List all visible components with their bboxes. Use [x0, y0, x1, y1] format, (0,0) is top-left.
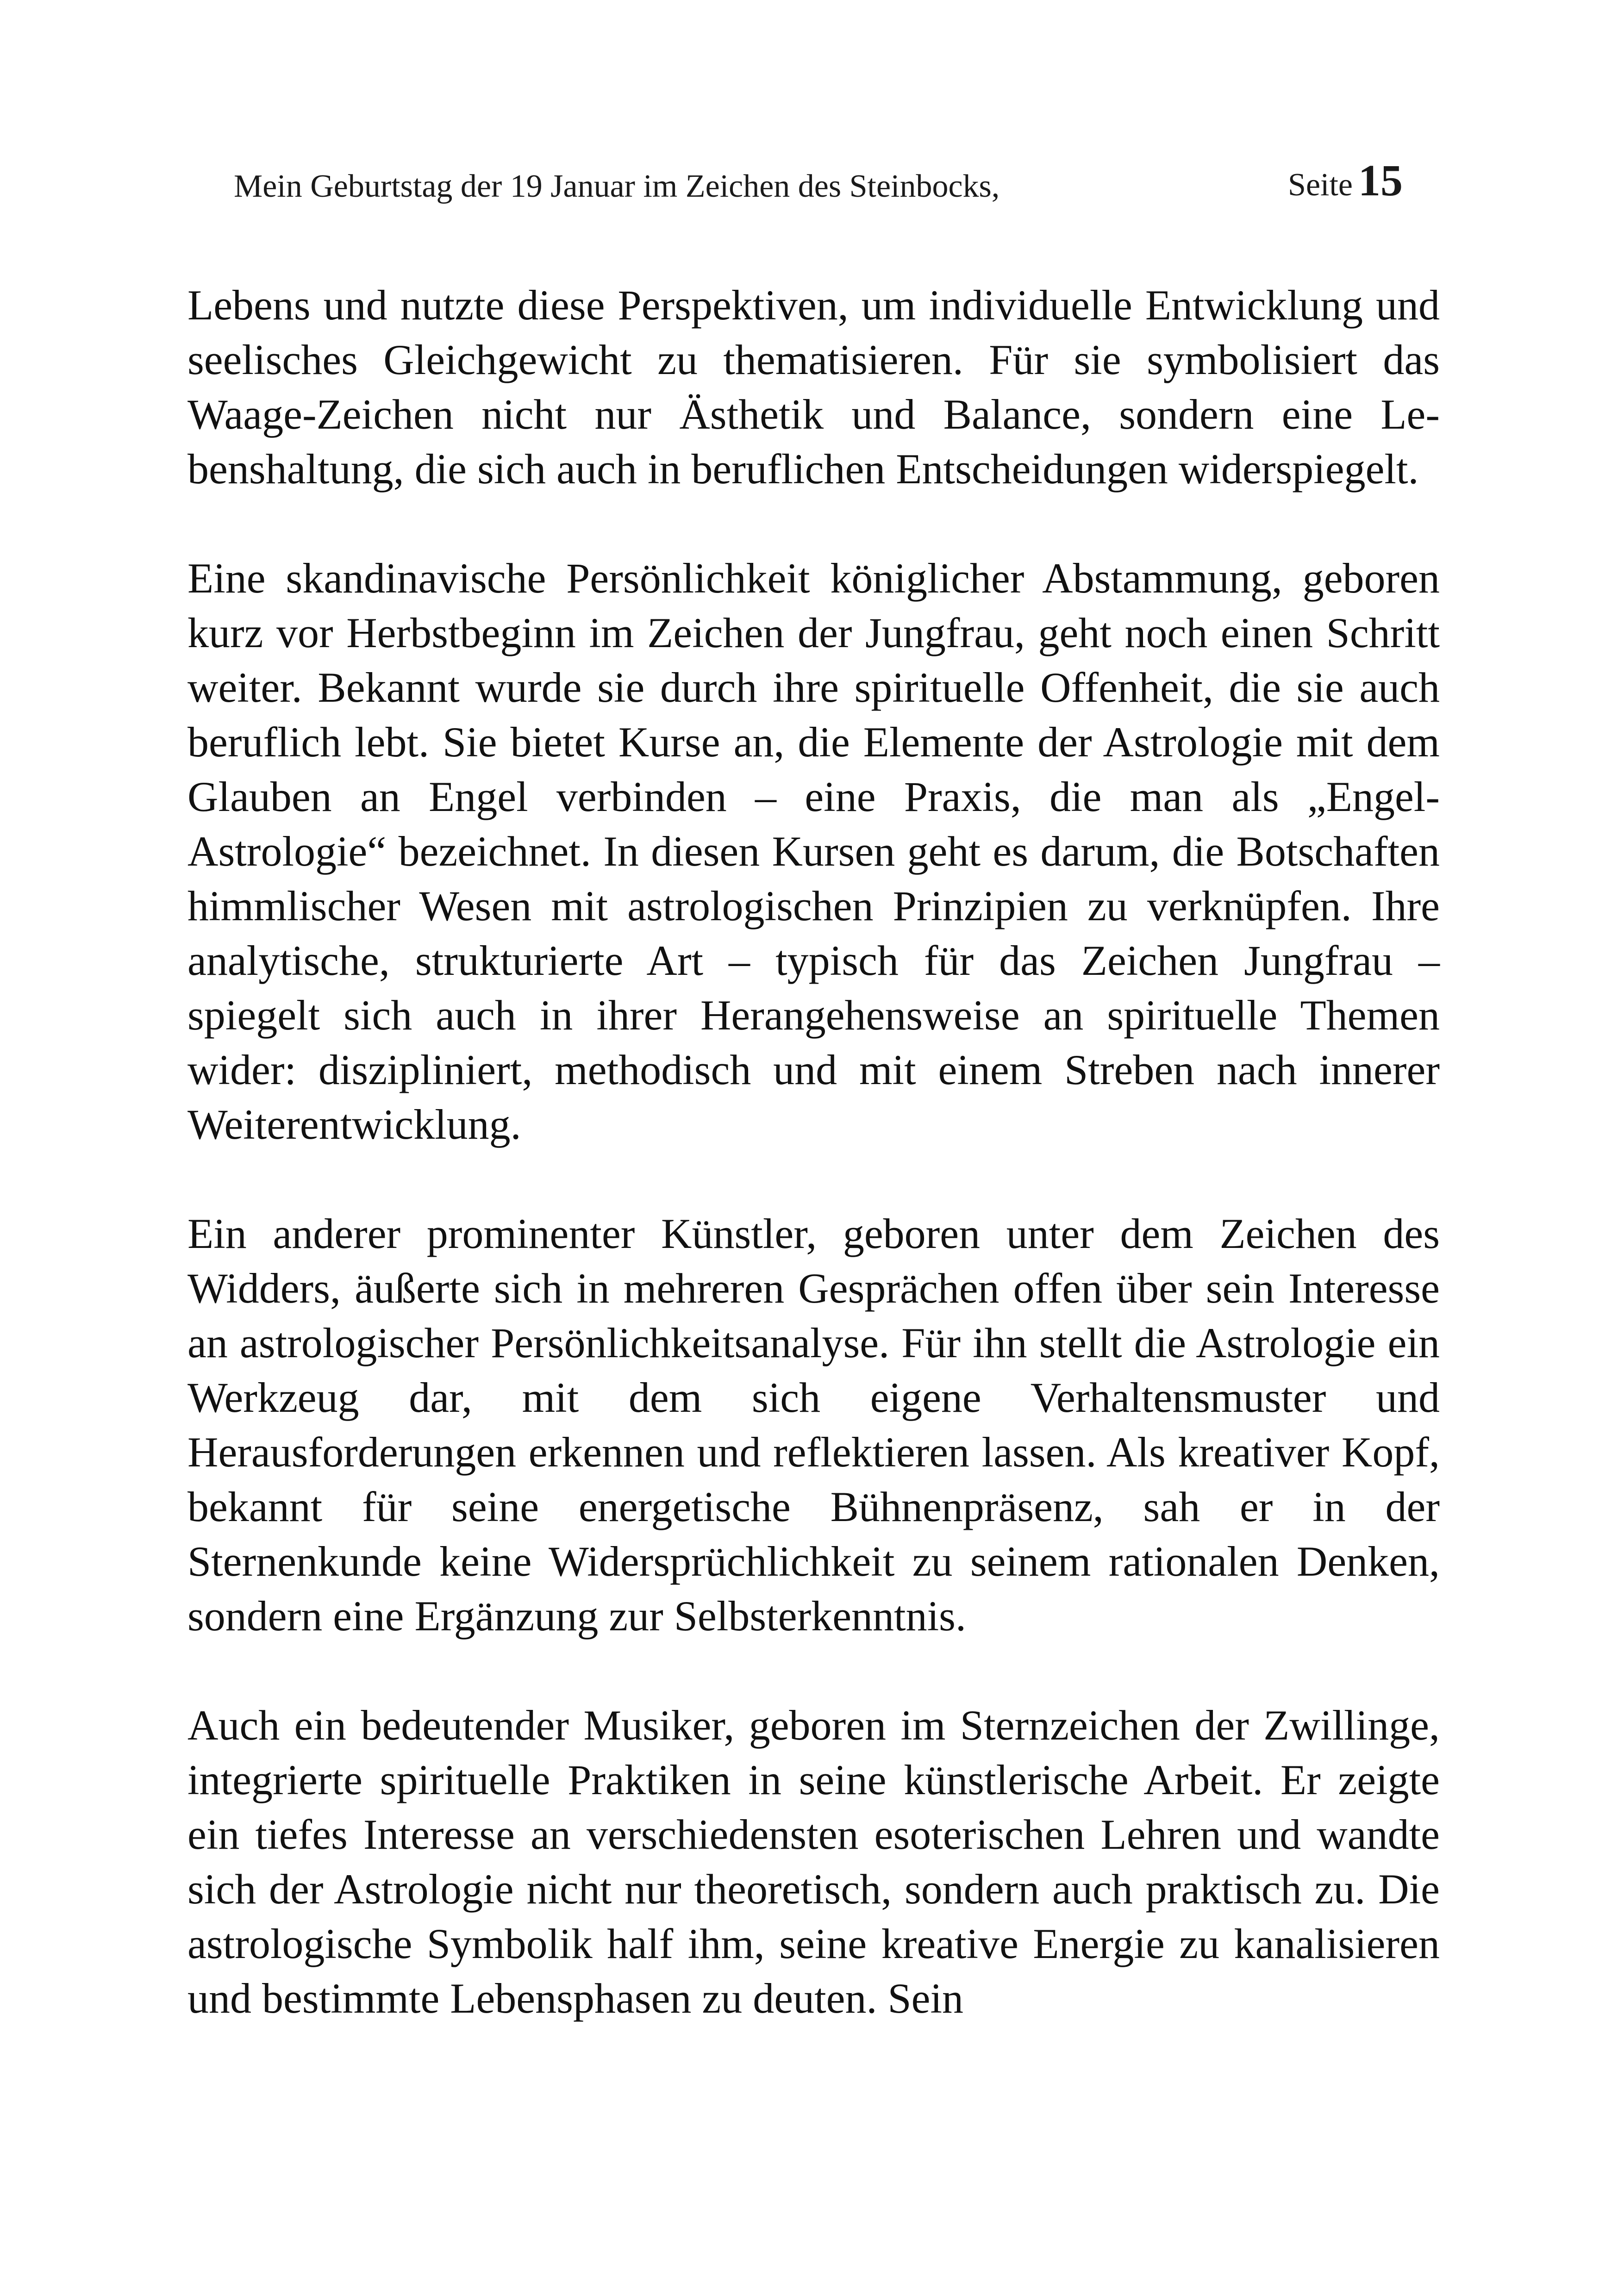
page-indicator — [1288, 158, 1403, 203]
paragraph-2: Eine skandinavische Persönlichkeit königlicher Abstammung, geboren kurz vor Herbstbeginn im Zeichen der Jungfrau, geht noch einen Schritt weiter. Bekannt wurde sie durch ihre spirituelle Offenheit, die sie auch beruflich lebt. Sie bietet Kurse an, die Elemente der Astrologie mit dem Glauben an Engel verbinden – eine Praxis, die man als „Engel-Astrologie“ bezeichnet. In diesen Kursen geht es darum, die Botschaften himmlischer Wesen mit astrologischen Prinzipien zu verknüpfen. Ihre analytische, strukturierte Art – typisch für das Zeichen Jungfrau – spiegelt sich auch in ihrer Herangehensweise an spirituelle Themen wider: diszipliniert, methodisch und mit einem Streben nach innerer Weiterentwicklung. — [187, 555, 1440, 1148]
running-header — [234, 157, 1403, 213]
paragraph-4: Auch ein bedeutender Musiker, geboren im Sternzeichen der Zwillinge, integrierte spirituelle Praktiken in seine künstlerische Arbeit. Er zeigte ein tiefes Interesse an verschiedensten esoterischen Lehren und wandte sich der Astrologie nicht nur theoretisch, sondern auch praktisch zu. Die astrologische Symbolik half ihm, seine kreative Energie zu kanalisieren und bestimmte Lebensphasen zu deuten. Sein — [187, 1702, 1440, 2022]
page-number: 15 — [1358, 156, 1403, 205]
paragraph-3: Ein anderer prominenter Künstler, geboren unter dem Zeichen des Widders, äußerte sich in mehreren Gesprächen offen über sein Interesse an astrologischer Persönlichkeitsanalyse. Für ihn stellt die Astrologie ein Werkzeug dar, mit dem sich eigene Verhaltensmuster und Herausforderungen erkennen und reflektieren lassen. Als kreativer Kopf, bekannt für seine energetische Bühnenpräsenz, sah er in der Sternenkunde keine Widersprüchlichkeit zu seinem rationalen Denken, sondern eine Ergänzung zur Selbsterkenntnis. — [187, 1210, 1440, 1640]
paragraph-1: Lebens und nutzte diese Perspektiven, um individuelle Entwicklung und seelisches Gleichgewicht zu thematisieren. Für sie symbolisiert das Waage-Zeichen nicht nur Ästhetik und Balance, sondern eine Lebenshaltung, die sich auch in beruflichen Entscheidungen widerspiegelt. — [187, 281, 1440, 493]
running-header-title: Mein Geburtstag der 19 Januar im Zeichen des Steinbocks, — [234, 168, 1000, 204]
page-label: Seite — [1288, 167, 1353, 203]
body-text — [187, 278, 1440, 2026]
